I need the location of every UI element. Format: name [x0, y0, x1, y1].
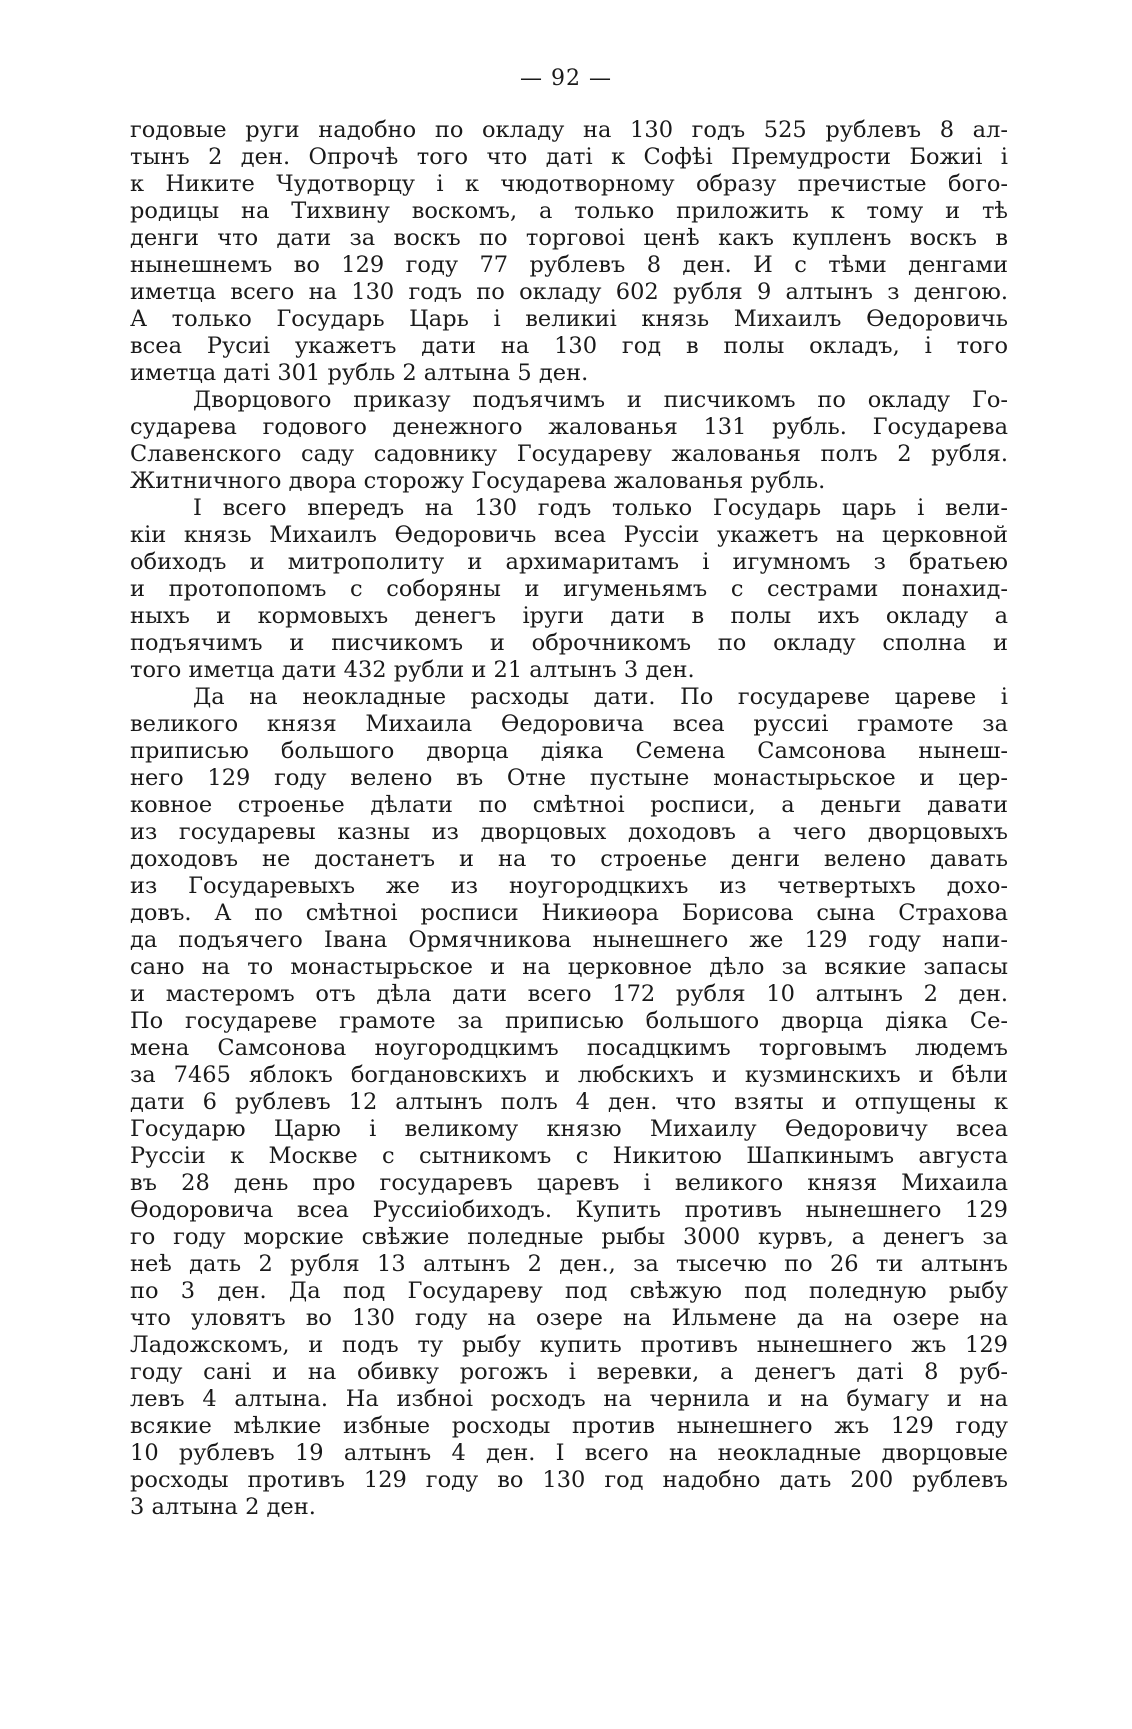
text-line: нынешнемъ во 129 году 77 рублевъ 8 ден. И с тѣми денгами — [130, 252, 1008, 278]
text-line: Житничного двора сторожу Государева жалованья рубль. — [130, 468, 826, 494]
text-line: из Государевыхъ же из ноугородцкихъ из четвертыхъ дохо- — [130, 873, 1008, 899]
text-line: из государевы казны из дворцовых доходовъ а чего дворцовыхъ — [130, 819, 1008, 845]
text-line: за 7465 яблокъ богдановскихъ и любскихъ и кузминскихъ и бѣли — [130, 1062, 1008, 1088]
text-line: Ладожскомъ, и подъ ту рыбу купить противъ нынешнего жъ 129 — [130, 1332, 1008, 1358]
text-line: всякие мѣлкие избные росходы против нынешнего жъ 129 году — [130, 1413, 1008, 1439]
text-line: ныхъ и кормовыхъ денегъ іруги дати в полы ихъ окладу а — [130, 603, 1008, 629]
text-line: въ 28 день про государевъ царевъ і великого князя Михаила — [130, 1170, 1008, 1196]
text-line: и мастеромъ отъ дѣла дати всего 172 рубля 10 алтынъ 2 ден. — [130, 981, 1008, 1007]
text-line: І всего впередъ на 130 годъ только Государь царь і вели- — [193, 495, 1008, 521]
text-line: дати 6 рублевъ 12 алтынъ полъ 4 ден. что взяты и отпущены к — [130, 1089, 1008, 1115]
text-line: сударева годового денежного жалованья 131 рубль. Государева — [130, 414, 1008, 440]
text-line: к Никите Чудотворцу і к чюдотворному образу пречистые бого- — [130, 171, 1008, 197]
text-line: А только Государь Царь і великиі князь Михаилъ Ѳедоровичь — [130, 306, 1008, 332]
text-line: иметца всего на 130 годъ по окладу 602 рубля 9 алтынъ з денгою. — [130, 279, 1008, 305]
text-line: Ѳодоровича всеа Руссиіобиходъ. Купить противъ нынешнего 129 — [130, 1197, 1008, 1223]
text-line: росходы противъ 129 году во 130 год надобно дать 200 рублевъ — [130, 1467, 1008, 1493]
text-line: приписью большого дворца діяка Семена Самсонова нынеш- — [130, 738, 1008, 764]
text-line: великого князя Михаила Ѳедоровича всеа руссиі грамоте за — [130, 711, 1008, 737]
text-line: и протопопомъ с соборяны и игуменьямъ с сестрами понахид- — [130, 576, 1008, 602]
text-line: по 3 ден. Да под Государеву под свѣжую под поледную рыбу — [130, 1278, 1008, 1304]
text-line: По государеве грамоте за приписью большого дворца діяка Се- — [130, 1008, 1008, 1034]
text-line: 3 алтына 2 ден. — [130, 1494, 316, 1520]
text-line: ковное строенье дѣлати по смѣтноі росписи, а деньги давати — [130, 792, 1008, 818]
text-line: Государю Царю і великому князю Михаилу Ѳедоровичу всеа — [130, 1116, 1008, 1142]
text-line: мена Самсонова ноугородцкимъ посадцкимъ торговымъ людемъ — [130, 1035, 1008, 1061]
text-line: Дворцового приказу подъячимъ и писчикомъ по окладу Го- — [193, 387, 1008, 413]
text-line: годовые руги надобно по окладу на 130 годъ 525 рублевъ 8 ал- — [130, 117, 1008, 143]
text-line: Славенского саду садовнику Государеву жалованья полъ 2 рубля. — [130, 441, 1008, 467]
text-line: подъячимъ и писчикомъ и оброчникомъ по окладу сполна и — [130, 630, 1008, 656]
text-line: иметца даті 301 рубль 2 алтына 5 ден. — [130, 360, 589, 386]
text-line: 10 рублевъ 19 алтынъ 4 ден. І всего на неокладные дворцовые — [130, 1440, 1008, 1466]
text-line: что уловятъ во 130 году на озере на Ильмене да на озере на — [130, 1305, 1008, 1331]
text-line: родицы на Тихвину воскомъ, а только приложить к тому и тѣ — [130, 198, 1008, 224]
text-line: сано на то монастырьское и на церковное дѣло за всякие запасы — [130, 954, 1008, 980]
text-line: доходовъ не достанетъ и на то строенье денги велено давать — [130, 846, 1008, 872]
text-line: тынъ 2 ден. Опрочѣ того что даті к Софѣі Премудрости Божиі і — [130, 144, 1008, 170]
text-line: левъ 4 алтына. На избноі росходъ на чернила и на бумагу и на — [130, 1386, 1008, 1412]
text-line: обиходъ и митрополиту и архимаритамъ і игумномъ з братьею — [130, 549, 1008, 575]
text-line: довъ. А по смѣтноі росписи Никиѳора Борисова сына Страхова — [130, 900, 1008, 926]
text-line: того иметца дати 432 рубли и 21 алтынъ 3 ден. — [130, 657, 695, 683]
text-line: го году морские свѣжие поледные рыбы 3000 курвъ, а денегъ за — [130, 1224, 1008, 1250]
text-line: всеа Русиі укажетъ дати на 130 год в полы окладъ, і того — [130, 333, 1008, 359]
text-line: Руссіи к Москве с сытникомъ с Никитою Шапкинымъ августа — [130, 1143, 1008, 1169]
text-line: да подъячего Івана Ормячникова нынешнего же 129 году напи- — [130, 927, 1008, 953]
text-line: неѣ дать 2 рубля 13 алтынъ 2 ден., за тысечю по 26 ти алтынъ — [130, 1251, 1008, 1277]
text-line: него 129 году велено въ Отне пустыне монастырьское и цер- — [130, 765, 1008, 791]
text-line: денги что дати за воскъ по торговоі ценѣ какъ купленъ воскъ в — [130, 225, 1008, 251]
text-line: кіи князь Михаилъ Ѳедоровичь всеа Руссіи укажетъ на церковной — [130, 522, 1008, 548]
page-number: — 92 — — [520, 66, 612, 91]
text-line: году сані и на обивку рогожъ і веревки, а денегъ даті 8 руб- — [130, 1359, 1008, 1385]
text-line: Да на неокладные расходы дати. По государеве цареве і — [193, 684, 1008, 710]
